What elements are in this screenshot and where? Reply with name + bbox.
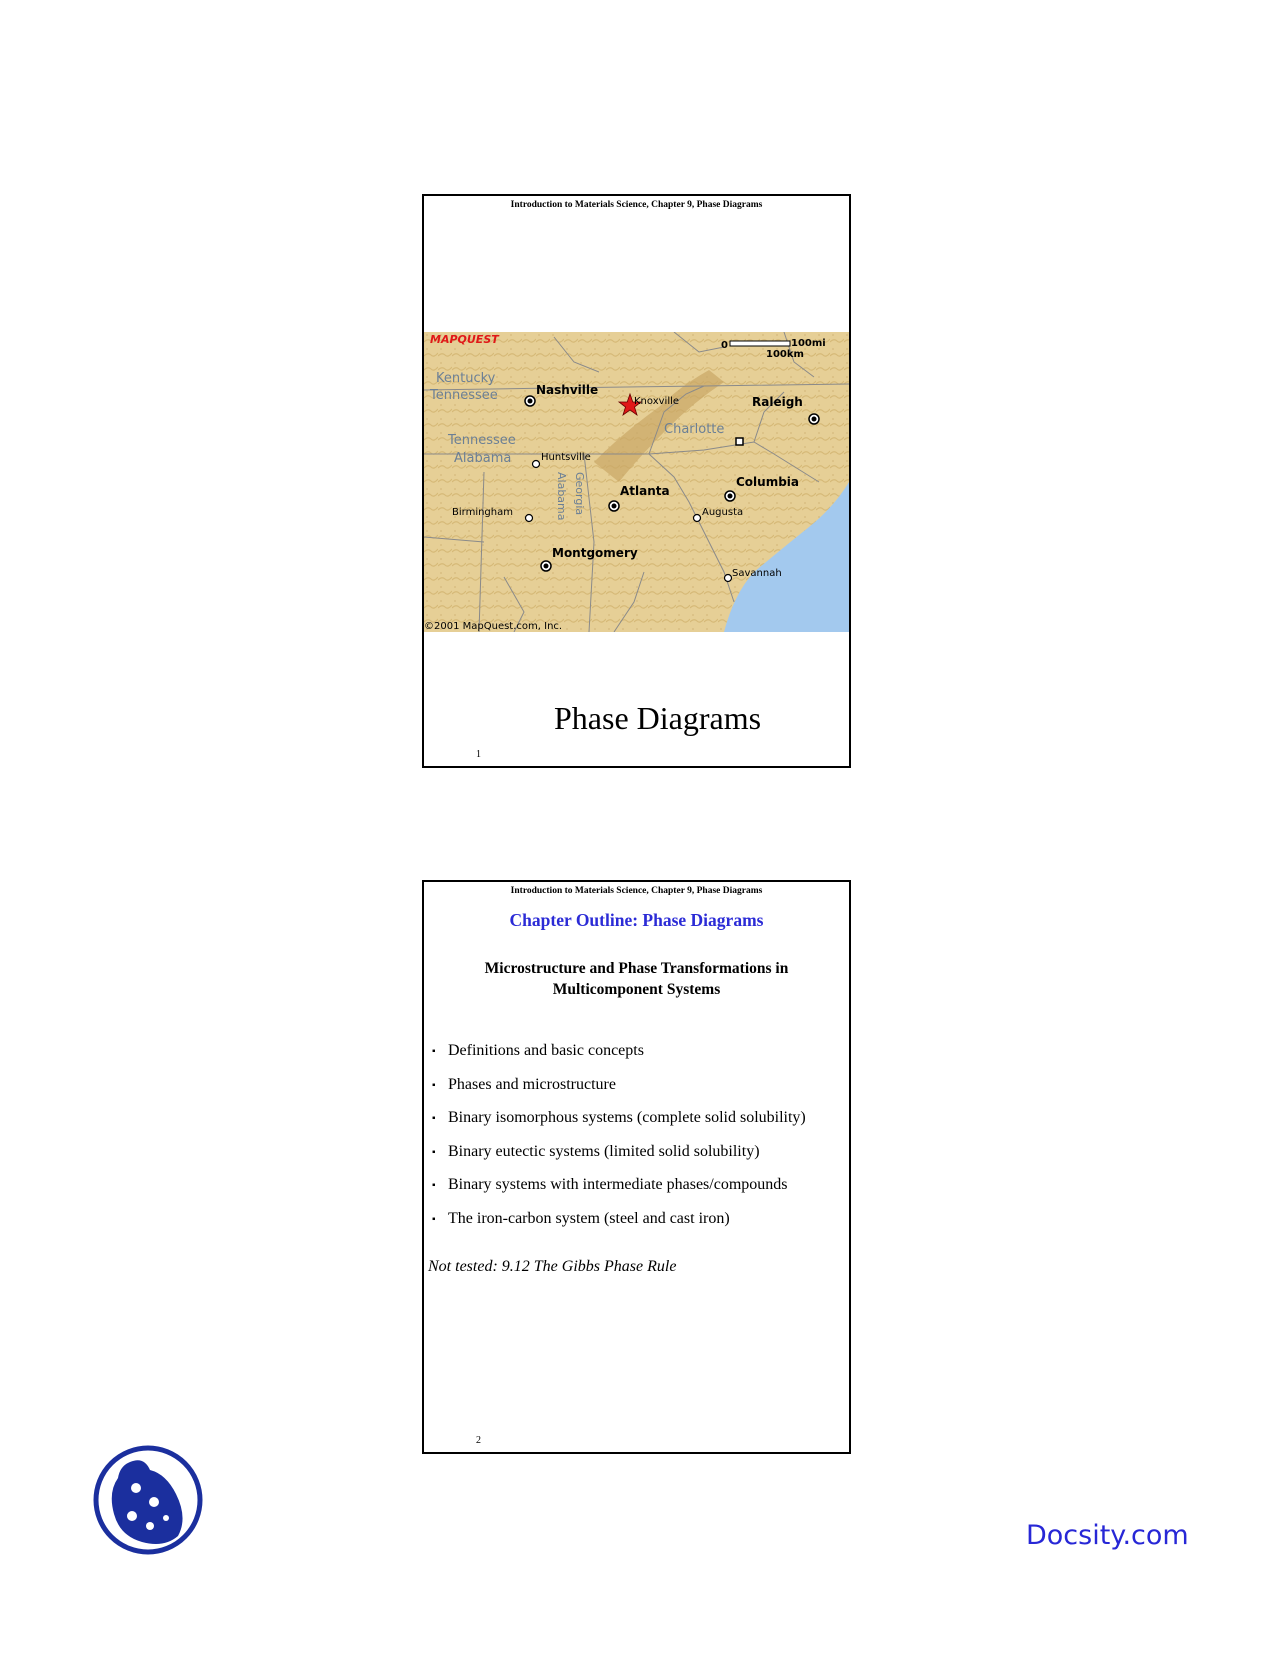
docsity-link[interactable]: Docsity.com xyxy=(1026,1520,1189,1551)
list-item: ▪ The iron-carbon system (steel and cast iron) xyxy=(432,1210,806,1244)
page-number: 2 xyxy=(476,1435,481,1446)
slide-title: Phase Diagrams xyxy=(554,700,762,736)
bullet-icon: ▪ xyxy=(432,1146,436,1158)
bullet-icon: ▪ xyxy=(432,1079,436,1091)
state-label-georgia: Georgia xyxy=(573,472,586,516)
list-item: ▪ Binary eutectic systems (limited solid solubility) xyxy=(432,1143,806,1177)
region-map xyxy=(424,332,849,632)
city-montgomery: Montgomery xyxy=(552,546,638,560)
state-label-alabama: Alabama xyxy=(454,451,512,466)
bullet-icon: ▪ xyxy=(432,1113,436,1125)
list-item: ▪ Binary systems with intermediate phases/compounds xyxy=(432,1176,806,1210)
city-columbia: Columbia xyxy=(736,475,800,489)
city-huntsville: Huntsville xyxy=(541,452,591,463)
city-birmingham: Birmingham xyxy=(452,507,513,518)
svg-text:0: 0 xyxy=(721,340,728,351)
city-atlanta: Atlanta xyxy=(620,484,670,498)
bullet-icon: ▪ xyxy=(432,1046,436,1057)
state-label-alabama: Alabama xyxy=(555,472,568,521)
city-nashville: Nashville xyxy=(536,383,599,397)
svg-text:100mi: 100mi xyxy=(791,338,826,349)
subtitle-line: Multicomponent Systems xyxy=(552,981,721,998)
city-savannah: Savannah xyxy=(732,568,782,579)
bullet-icon: ▪ xyxy=(432,1213,436,1225)
not-tested-note: Not tested: 9.12 The Gibbs Phase Rule xyxy=(428,1258,677,1275)
list-item: ▪ Binary isomorphous systems (complete solid solubility) xyxy=(432,1109,806,1143)
map-copyright: ©2001 MapQuest.com, Inc. xyxy=(424,621,563,632)
mapquest-logo: MAPQUEST xyxy=(430,333,499,346)
state-label-tennessee: Tennessee xyxy=(448,433,516,448)
city-knoxville: Knoxville xyxy=(634,396,680,407)
slide-1 xyxy=(422,194,851,768)
slide-2 xyxy=(422,880,851,1454)
page-number: 1 xyxy=(476,749,481,760)
outline-bullet-list xyxy=(432,1042,806,1244)
svg-text:100km: 100km xyxy=(766,349,804,360)
city-augusta: Augusta xyxy=(702,507,744,518)
city-charlotte: Charlotte xyxy=(664,422,725,437)
outline-subtitle xyxy=(444,958,829,1000)
list-item: ▪ Phases and microstructure xyxy=(432,1076,806,1110)
state-label-tennessee: Tennessee xyxy=(430,388,498,403)
list-item: ▪ Definitions and basic concepts xyxy=(432,1042,806,1076)
subtitle-line: Microstructure and Phase Transformations in xyxy=(484,960,789,977)
bullet-icon: ▪ xyxy=(432,1180,436,1192)
chapter-outline-title: Chapter Outline: Phase Diagrams xyxy=(509,910,764,930)
city-raleigh: Raleigh xyxy=(752,395,803,409)
state-label-kentucky: Kentucky xyxy=(436,371,496,386)
slide-header: Introduction to Materials Science, Chapter 9, Phase Diagrams xyxy=(510,886,763,896)
slide-header: Introduction to Materials Science, Chapter 9, Phase Diagrams xyxy=(510,200,763,210)
docsity-logo-icon[interactable] xyxy=(92,1444,204,1556)
